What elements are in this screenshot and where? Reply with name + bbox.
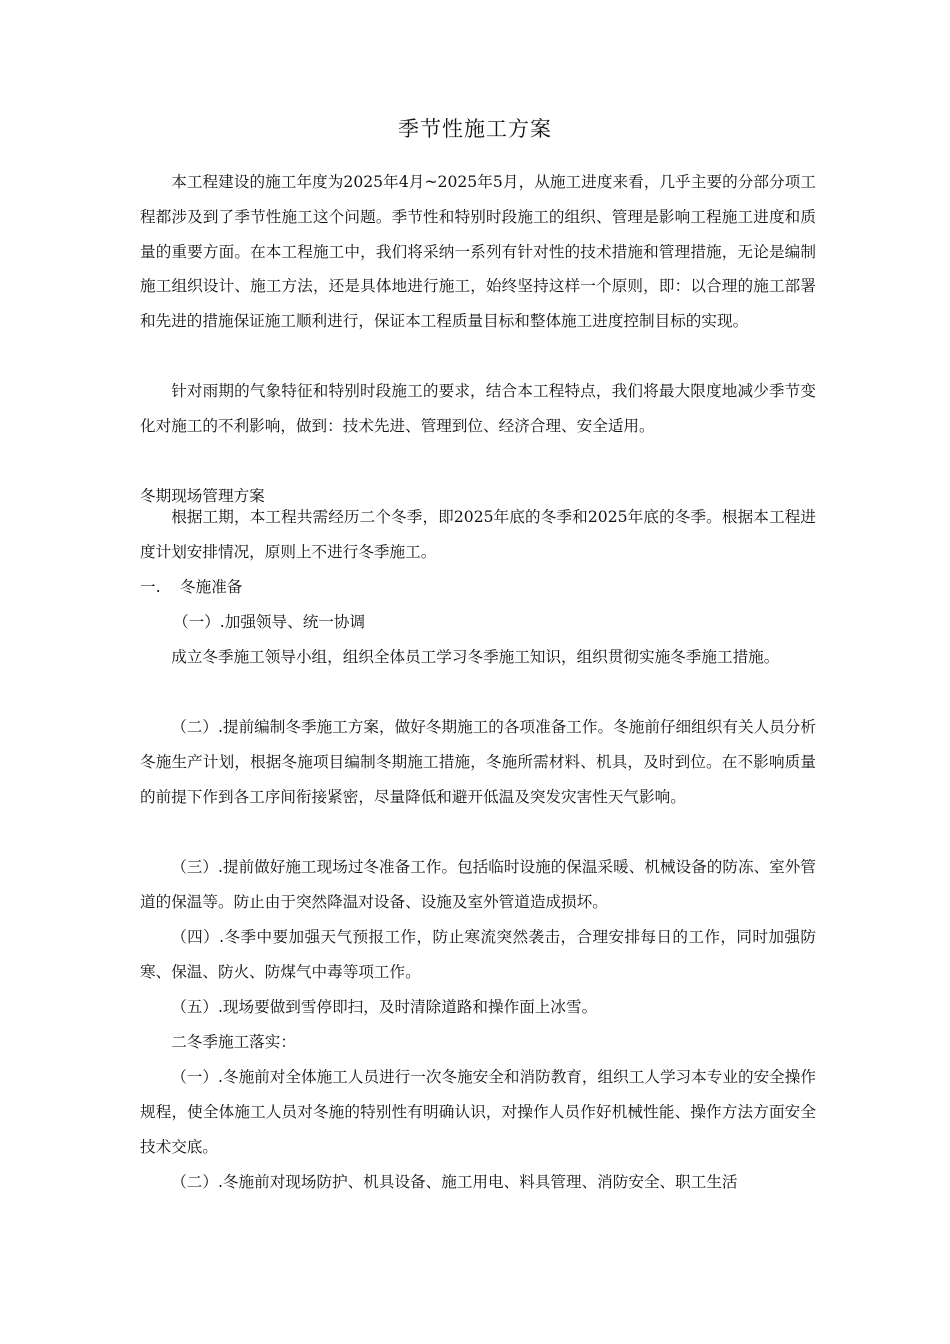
list-heading-number: 一. (140, 578, 161, 596)
item-7-paragraph: （二）.冬施前对现场防护、机具设备、施工用电、料具管理、消防安全、职工生活 (171, 1173, 738, 1191)
rainy-season-paragraph: 针对雨期的气象特征和特别时段施工的要求，结合本工程特点，我们将最大限度地减少季节变化对施工的不利影响，做到：技术先进、管理到位、经济合理、安全适用。 (140, 382, 816, 435)
item-4-paragraph: （四）.冬季中要加强天气预报工作，防止寒流突然袭击，合理安排每日的工作，同时加强防寒、保温、防火、防煤气中毒等项工作。 (140, 928, 816, 981)
document-title: 季节性施工方案 (398, 117, 552, 141)
item-3-paragraph: （三）.提前做好施工现场过冬准备工作。包括临时设施的保温采暖、机械设备的防冻、室外管道的保温等。防止由于突然降温对设备、设施及室外管道造成损坏。 (140, 858, 816, 911)
winter-schedule-paragraph: 根据工期，本工程共需经历二个冬季，即2025年底的冬季和2025年底的冬季。根据本工程进度计划安排情况，原则上不进行冬季施工。 (140, 508, 816, 561)
item-6-paragraph: （一）.冬施前对全体施工人员进行一次冬施安全和消防教育，组织工人学习本专业的安全操作规程，使全体施工人员对冬施的特别性有明确认识，对操作人员作好机械性能、操作方法方面安全技术交底。 (140, 1068, 816, 1156)
item-2-paragraph: （二）.提前编制冬季施工方案，做好冬期施工的各项准备工作。冬施前仔细组织有关人员分析冬施生产计划，根据冬施项目编制冬期施工措施，冬施所需材料、机具，及时到位。在不影响质量的前提下作到各工序间衔接紧密，尽量降低和避开低温及突发灾害性天气影响。 (140, 718, 816, 806)
intro-paragraph: 本工程建设的施工年度为2025年4月~2025年5月，从施工进度来看，几乎主要的分部分项工程都涉及到了季节性施工这个问题。季节性和特别时段施工的组织、管理是影响工程施工进度和质量的重要方面。在本工程施工中，我们将采纳一系列有针对性的技术措施和管理措施，无论是编制施工组织设计、施工方法，还是具体地进行施工，始终坚持这样一个原则，即：以合理的施工部署和先进的措施保证施工顺利进行，保证本工程质量目标和整体施工进度控制目标的实现。 (140, 173, 816, 331)
item-1-body: 成立冬季施工领导小组，组织全体员工学习冬季施工知识，组织贯彻实施冬季施工措施。 (171, 648, 780, 666)
section-heading-winter-management: 冬期现场管理方案 (140, 487, 265, 505)
list-heading-winter-prep (140, 570, 816, 605)
section-heading-winter-implementation: 二冬季施工落实： (171, 1033, 296, 1051)
item-1-heading: （一）.加强领导、统一协调 (173, 613, 366, 631)
item-5-paragraph: （五）.现场要做到雪停即扫，及时清除道路和操作面上冰雪。 (171, 998, 598, 1016)
list-heading-text: 冬施准备 (180, 578, 243, 596)
